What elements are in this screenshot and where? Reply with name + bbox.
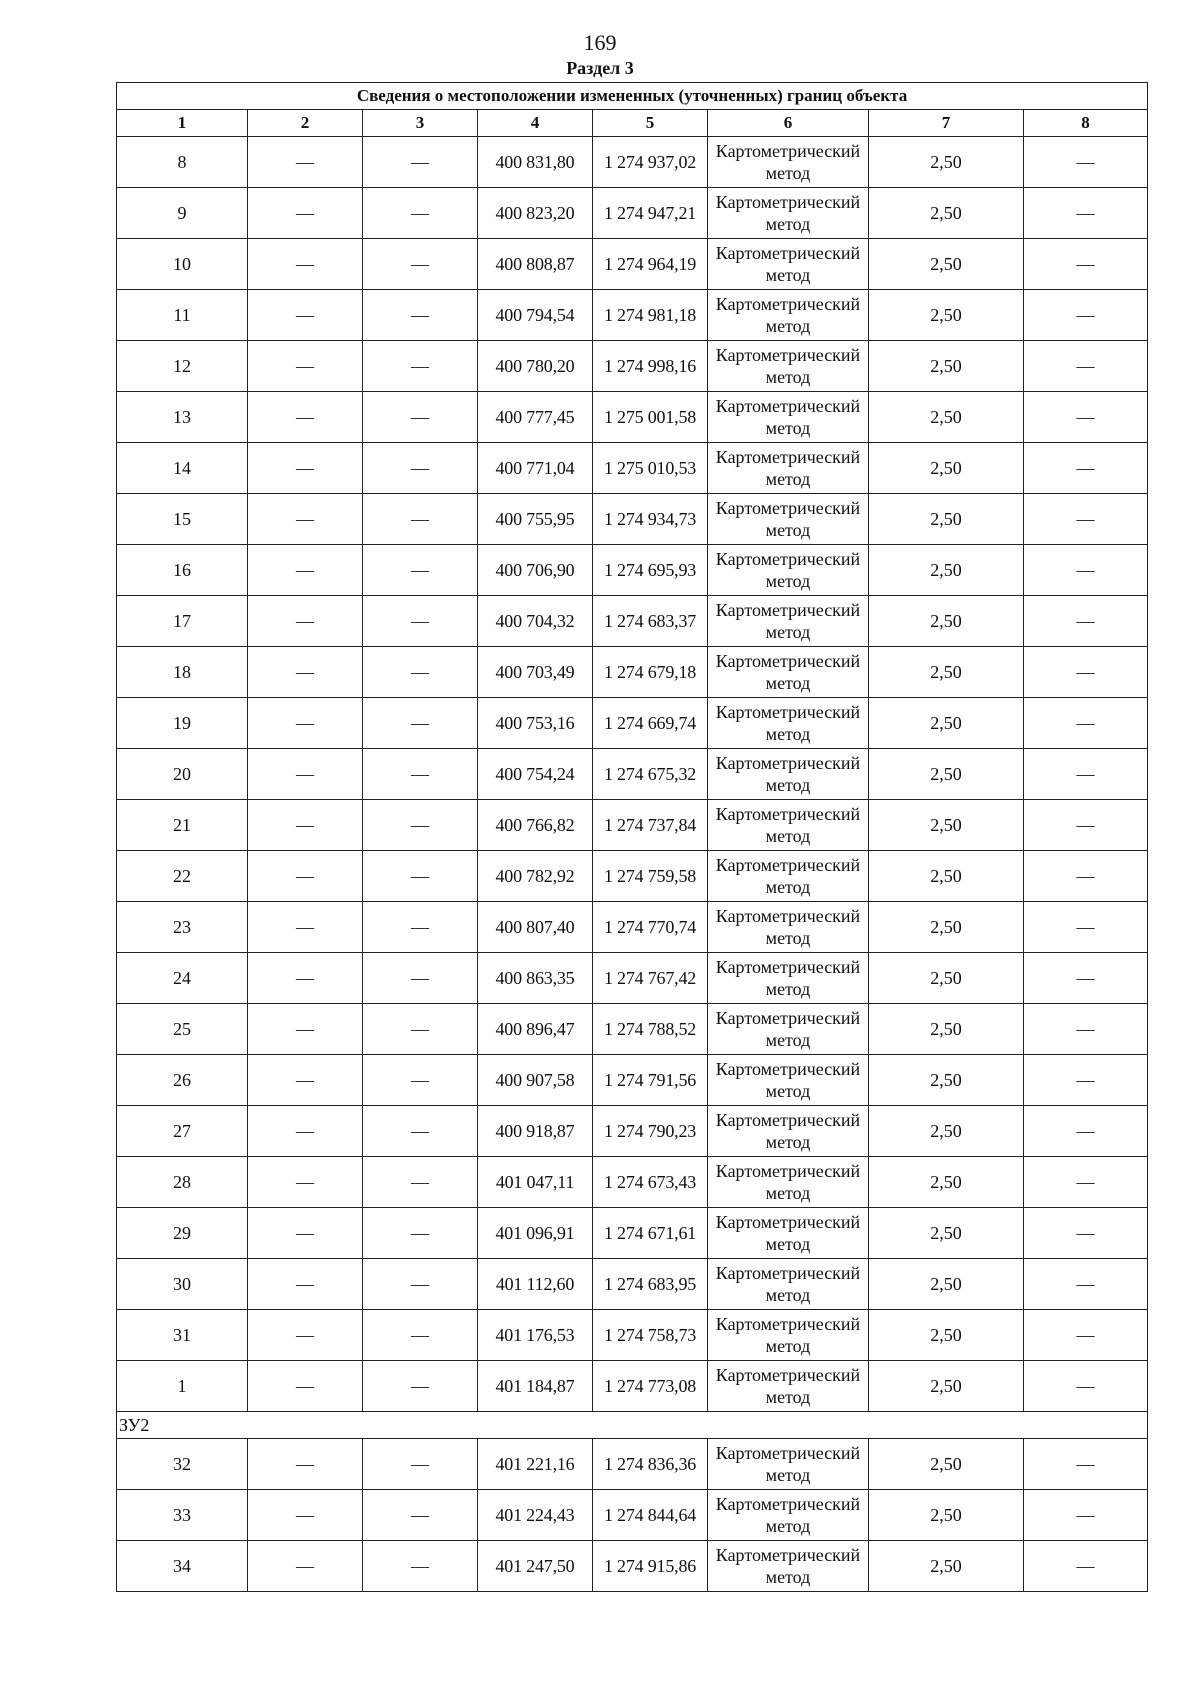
group-row: [117, 1412, 1148, 1439]
method-cell: Картометрический метод: [708, 1361, 869, 1412]
y-coordinate-cell: 1 275 001,58: [593, 392, 708, 443]
x-coordinate-cell: 401 247,50: [478, 1541, 593, 1592]
x-coordinate-cell: 400 753,16: [478, 698, 593, 749]
point-number-cell: 13: [117, 392, 248, 443]
y-coordinate-cell: 1 274 790,23: [593, 1106, 708, 1157]
table-row: [117, 239, 1148, 290]
method-cell: Картометрический метод: [708, 443, 869, 494]
dash-cell: —: [248, 392, 363, 443]
dash-cell: —: [363, 1055, 478, 1106]
precision-cell: 2,50: [869, 1310, 1024, 1361]
dash-cell: —: [248, 1541, 363, 1592]
dash-cell: —: [1024, 1004, 1148, 1055]
dash-cell: —: [363, 1310, 478, 1361]
dash-cell: —: [1024, 647, 1148, 698]
table-title-row: [117, 83, 1148, 110]
method-cell: Картометрический метод: [708, 647, 869, 698]
dash-cell: —: [248, 749, 363, 800]
x-coordinate-cell: 400 703,49: [478, 647, 593, 698]
x-coordinate-cell: 400 831,80: [478, 137, 593, 188]
dash-cell: —: [248, 239, 363, 290]
point-number-cell: 11: [117, 290, 248, 341]
dash-cell: —: [248, 443, 363, 494]
x-coordinate-cell: 400 918,87: [478, 1106, 593, 1157]
x-coordinate-cell: 400 907,58: [478, 1055, 593, 1106]
dash-cell: —: [363, 1208, 478, 1259]
table-row: [117, 1106, 1148, 1157]
dash-cell: —: [363, 1439, 478, 1490]
precision-cell: 2,50: [869, 1106, 1024, 1157]
precision-cell: 2,50: [869, 851, 1024, 902]
precision-cell: 2,50: [869, 1055, 1024, 1106]
point-number-cell: 12: [117, 341, 248, 392]
point-number-cell: 9: [117, 188, 248, 239]
column-header: 6: [708, 110, 869, 137]
x-coordinate-cell: 401 047,11: [478, 1157, 593, 1208]
x-coordinate-cell: 400 755,95: [478, 494, 593, 545]
dash-cell: —: [363, 188, 478, 239]
x-coordinate-cell: 401 096,91: [478, 1208, 593, 1259]
dash-cell: —: [1024, 596, 1148, 647]
column-header: 4: [478, 110, 593, 137]
table-row: [117, 749, 1148, 800]
x-coordinate-cell: 401 184,87: [478, 1361, 593, 1412]
dash-cell: —: [1024, 494, 1148, 545]
method-cell: Картометрический метод: [708, 1259, 869, 1310]
precision-cell: 2,50: [869, 953, 1024, 1004]
method-cell: Картометрический метод: [708, 545, 869, 596]
dash-cell: —: [363, 392, 478, 443]
table-title: Сведения о местоположении измененных (уточненных) границ объекта: [117, 83, 1148, 110]
x-coordinate-cell: 400 777,45: [478, 392, 593, 443]
dash-cell: —: [248, 137, 363, 188]
method-cell: Картометрический метод: [708, 137, 869, 188]
dash-cell: —: [363, 851, 478, 902]
x-coordinate-cell: 400 704,32: [478, 596, 593, 647]
precision-cell: 2,50: [869, 239, 1024, 290]
method-cell: Картометрический метод: [708, 188, 869, 239]
dash-cell: —: [1024, 137, 1148, 188]
column-header: 5: [593, 110, 708, 137]
section-title: Раздел 3: [566, 58, 634, 78]
precision-cell: 2,50: [869, 647, 1024, 698]
x-coordinate-cell: 400 782,92: [478, 851, 593, 902]
coordinates-table: [116, 82, 1148, 1592]
x-coordinate-cell: 400 766,82: [478, 800, 593, 851]
precision-cell: 2,50: [869, 1004, 1024, 1055]
precision-cell: 2,50: [869, 137, 1024, 188]
dash-cell: —: [363, 596, 478, 647]
method-cell: Картометрический метод: [708, 1055, 869, 1106]
table-row: [117, 1157, 1148, 1208]
dash-cell: —: [1024, 1439, 1148, 1490]
y-coordinate-cell: 1 274 998,16: [593, 341, 708, 392]
y-coordinate-cell: 1 274 770,74: [593, 902, 708, 953]
dash-cell: —: [1024, 290, 1148, 341]
table-row: [117, 1541, 1148, 1592]
precision-cell: 2,50: [869, 1541, 1024, 1592]
precision-cell: 2,50: [869, 1361, 1024, 1412]
dash-cell: —: [248, 1439, 363, 1490]
dash-cell: —: [1024, 800, 1148, 851]
method-cell: Картометрический метод: [708, 341, 869, 392]
dash-cell: —: [248, 1004, 363, 1055]
x-coordinate-cell: 400 896,47: [478, 1004, 593, 1055]
dash-cell: —: [1024, 1157, 1148, 1208]
method-cell: Картометрический метод: [708, 494, 869, 545]
table-row: [117, 800, 1148, 851]
table-row: [117, 953, 1148, 1004]
dash-cell: —: [363, 1361, 478, 1412]
dash-cell: —: [1024, 1259, 1148, 1310]
method-cell: Картометрический метод: [708, 290, 869, 341]
precision-cell: 2,50: [869, 1439, 1024, 1490]
table-body: [117, 83, 1148, 1592]
dash-cell: —: [248, 800, 363, 851]
table-row: [117, 1004, 1148, 1055]
dash-cell: —: [248, 545, 363, 596]
y-coordinate-cell: 1 274 791,56: [593, 1055, 708, 1106]
method-cell: Картометрический метод: [708, 851, 869, 902]
dash-cell: —: [363, 443, 478, 494]
dash-cell: —: [363, 698, 478, 749]
precision-cell: 2,50: [869, 1259, 1024, 1310]
method-cell: Картометрический метод: [708, 1157, 869, 1208]
y-coordinate-cell: 1 274 964,19: [593, 239, 708, 290]
x-coordinate-cell: 400 754,24: [478, 749, 593, 800]
dash-cell: —: [363, 1106, 478, 1157]
x-coordinate-cell: 400 706,90: [478, 545, 593, 596]
precision-cell: 2,50: [869, 341, 1024, 392]
dash-cell: —: [363, 1259, 478, 1310]
method-cell: Картометрический метод: [708, 953, 869, 1004]
dash-cell: —: [248, 1310, 363, 1361]
dash-cell: —: [248, 902, 363, 953]
y-coordinate-cell: 1 274 758,73: [593, 1310, 708, 1361]
precision-cell: 2,50: [869, 494, 1024, 545]
precision-cell: 2,50: [869, 902, 1024, 953]
point-number-cell: 21: [117, 800, 248, 851]
method-cell: Картометрический метод: [708, 1004, 869, 1055]
column-header: 8: [1024, 110, 1148, 137]
precision-cell: 2,50: [869, 1490, 1024, 1541]
dash-cell: —: [1024, 953, 1148, 1004]
point-number-cell: 18: [117, 647, 248, 698]
dash-cell: —: [363, 545, 478, 596]
dash-cell: —: [1024, 1055, 1148, 1106]
group-label: ЗУ2: [117, 1412, 1148, 1439]
dash-cell: —: [363, 953, 478, 1004]
y-coordinate-cell: 1 274 947,21: [593, 188, 708, 239]
dash-cell: —: [248, 1361, 363, 1412]
point-number-cell: 25: [117, 1004, 248, 1055]
x-coordinate-cell: 400 794,54: [478, 290, 593, 341]
y-coordinate-cell: 1 274 737,84: [593, 800, 708, 851]
point-number-cell: 30: [117, 1259, 248, 1310]
y-coordinate-cell: 1 274 759,58: [593, 851, 708, 902]
dash-cell: —: [248, 851, 363, 902]
dash-cell: —: [248, 290, 363, 341]
table-row: [117, 137, 1148, 188]
dash-cell: —: [363, 1157, 478, 1208]
point-number-cell: 20: [117, 749, 248, 800]
y-coordinate-cell: 1 274 675,32: [593, 749, 708, 800]
dash-cell: —: [1024, 1541, 1148, 1592]
precision-cell: 2,50: [869, 545, 1024, 596]
dash-cell: —: [363, 341, 478, 392]
precision-cell: 2,50: [869, 596, 1024, 647]
precision-cell: 2,50: [869, 392, 1024, 443]
dash-cell: —: [248, 341, 363, 392]
point-number-cell: 33: [117, 1490, 248, 1541]
table-row: [117, 494, 1148, 545]
y-coordinate-cell: 1 274 669,74: [593, 698, 708, 749]
precision-cell: 2,50: [869, 800, 1024, 851]
dash-cell: —: [248, 698, 363, 749]
table-row: [117, 392, 1148, 443]
dash-cell: —: [1024, 188, 1148, 239]
point-number-cell: 1: [117, 1361, 248, 1412]
table-row: [117, 290, 1148, 341]
table-row: [117, 851, 1148, 902]
point-number-cell: 27: [117, 1106, 248, 1157]
dash-cell: —: [248, 647, 363, 698]
dash-cell: —: [248, 1490, 363, 1541]
x-coordinate-cell: 400 780,20: [478, 341, 593, 392]
y-coordinate-cell: 1 274 981,18: [593, 290, 708, 341]
dash-cell: —: [1024, 1310, 1148, 1361]
x-coordinate-cell: 400 807,40: [478, 902, 593, 953]
dash-cell: —: [363, 239, 478, 290]
point-number-cell: 15: [117, 494, 248, 545]
table-row: [117, 1439, 1148, 1490]
y-coordinate-cell: 1 274 673,43: [593, 1157, 708, 1208]
method-cell: Картометрический метод: [708, 1541, 869, 1592]
point-number-cell: 17: [117, 596, 248, 647]
y-coordinate-cell: 1 274 683,95: [593, 1259, 708, 1310]
method-cell: Картометрический метод: [708, 800, 869, 851]
precision-cell: 2,50: [869, 749, 1024, 800]
table-row: [117, 443, 1148, 494]
page-number: 169: [583, 30, 617, 55]
dash-cell: —: [1024, 1106, 1148, 1157]
table-row: [117, 902, 1148, 953]
dash-cell: —: [363, 290, 478, 341]
dash-cell: —: [248, 1208, 363, 1259]
dash-cell: —: [1024, 239, 1148, 290]
point-number-cell: 24: [117, 953, 248, 1004]
x-coordinate-cell: 401 221,16: [478, 1439, 593, 1490]
method-cell: Картометрический метод: [708, 1310, 869, 1361]
dash-cell: —: [363, 137, 478, 188]
table-row: [117, 647, 1148, 698]
dash-cell: —: [248, 1157, 363, 1208]
table-row: [117, 1310, 1148, 1361]
dash-cell: —: [1024, 545, 1148, 596]
dash-cell: —: [363, 749, 478, 800]
y-coordinate-cell: 1 274 767,42: [593, 953, 708, 1004]
x-coordinate-cell: 401 112,60: [478, 1259, 593, 1310]
dash-cell: —: [363, 1541, 478, 1592]
y-coordinate-cell: 1 274 695,93: [593, 545, 708, 596]
point-number-cell: 32: [117, 1439, 248, 1490]
y-coordinate-cell: 1 274 683,37: [593, 596, 708, 647]
dash-cell: —: [363, 1490, 478, 1541]
method-cell: Картометрический метод: [708, 1208, 869, 1259]
precision-cell: 2,50: [869, 1208, 1024, 1259]
y-coordinate-cell: 1 275 010,53: [593, 443, 708, 494]
point-number-cell: 28: [117, 1157, 248, 1208]
y-coordinate-cell: 1 274 844,64: [593, 1490, 708, 1541]
table-row: [117, 188, 1148, 239]
method-cell: Картометрический метод: [708, 749, 869, 800]
point-number-cell: 26: [117, 1055, 248, 1106]
table-row: [117, 1055, 1148, 1106]
x-coordinate-cell: 400 808,87: [478, 239, 593, 290]
dash-cell: —: [1024, 341, 1148, 392]
x-coordinate-cell: 401 176,53: [478, 1310, 593, 1361]
x-coordinate-cell: 400 863,35: [478, 953, 593, 1004]
table-row: [117, 341, 1148, 392]
point-number-cell: 31: [117, 1310, 248, 1361]
point-number-cell: 19: [117, 698, 248, 749]
dash-cell: —: [248, 188, 363, 239]
y-coordinate-cell: 1 274 937,02: [593, 137, 708, 188]
table-row: [117, 545, 1148, 596]
point-number-cell: 14: [117, 443, 248, 494]
y-coordinate-cell: 1 274 773,08: [593, 1361, 708, 1412]
method-cell: Картометрический метод: [708, 596, 869, 647]
column-header: 1: [117, 110, 248, 137]
point-number-cell: 23: [117, 902, 248, 953]
method-cell: Картометрический метод: [708, 1490, 869, 1541]
y-coordinate-cell: 1 274 934,73: [593, 494, 708, 545]
table-row: [117, 1208, 1148, 1259]
table-row: [117, 1361, 1148, 1412]
point-number-cell: 10: [117, 239, 248, 290]
column-header: 3: [363, 110, 478, 137]
dash-cell: —: [1024, 698, 1148, 749]
dash-cell: —: [1024, 1208, 1148, 1259]
precision-cell: 2,50: [869, 698, 1024, 749]
dash-cell: —: [248, 1106, 363, 1157]
precision-cell: 2,50: [869, 188, 1024, 239]
method-cell: Картометрический метод: [708, 698, 869, 749]
x-coordinate-cell: 400 771,04: [478, 443, 593, 494]
dash-cell: —: [1024, 749, 1148, 800]
dash-cell: —: [1024, 902, 1148, 953]
method-cell: Картометрический метод: [708, 1106, 869, 1157]
dash-cell: —: [248, 1055, 363, 1106]
method-cell: Картометрический метод: [708, 239, 869, 290]
point-number-cell: 22: [117, 851, 248, 902]
column-header: 2: [248, 110, 363, 137]
y-coordinate-cell: 1 274 788,52: [593, 1004, 708, 1055]
y-coordinate-cell: 1 274 671,61: [593, 1208, 708, 1259]
dash-cell: —: [1024, 392, 1148, 443]
column-header: 7: [869, 110, 1024, 137]
y-coordinate-cell: 1 274 915,86: [593, 1541, 708, 1592]
dash-cell: —: [363, 902, 478, 953]
dash-cell: —: [363, 1004, 478, 1055]
dash-cell: —: [363, 494, 478, 545]
method-cell: Картометрический метод: [708, 1439, 869, 1490]
method-cell: Картометрический метод: [708, 902, 869, 953]
dash-cell: —: [248, 953, 363, 1004]
dash-cell: —: [363, 647, 478, 698]
dash-cell: —: [363, 800, 478, 851]
precision-cell: 2,50: [869, 1157, 1024, 1208]
x-coordinate-cell: 401 224,43: [478, 1490, 593, 1541]
column-number-row: [117, 110, 1148, 137]
dash-cell: —: [1024, 1490, 1148, 1541]
table-row: [117, 1490, 1148, 1541]
dash-cell: —: [1024, 851, 1148, 902]
point-number-cell: 8: [117, 137, 248, 188]
table-row: [117, 596, 1148, 647]
table-row: [117, 1259, 1148, 1310]
dash-cell: —: [248, 596, 363, 647]
point-number-cell: 16: [117, 545, 248, 596]
precision-cell: 2,50: [869, 443, 1024, 494]
precision-cell: 2,50: [869, 290, 1024, 341]
x-coordinate-cell: 400 823,20: [478, 188, 593, 239]
y-coordinate-cell: 1 274 679,18: [593, 647, 708, 698]
table-row: [117, 698, 1148, 749]
y-coordinate-cell: 1 274 836,36: [593, 1439, 708, 1490]
dash-cell: —: [248, 494, 363, 545]
point-number-cell: 34: [117, 1541, 248, 1592]
dash-cell: —: [1024, 1361, 1148, 1412]
method-cell: Картометрический метод: [708, 392, 869, 443]
point-number-cell: 29: [117, 1208, 248, 1259]
dash-cell: —: [1024, 443, 1148, 494]
dash-cell: —: [248, 1259, 363, 1310]
